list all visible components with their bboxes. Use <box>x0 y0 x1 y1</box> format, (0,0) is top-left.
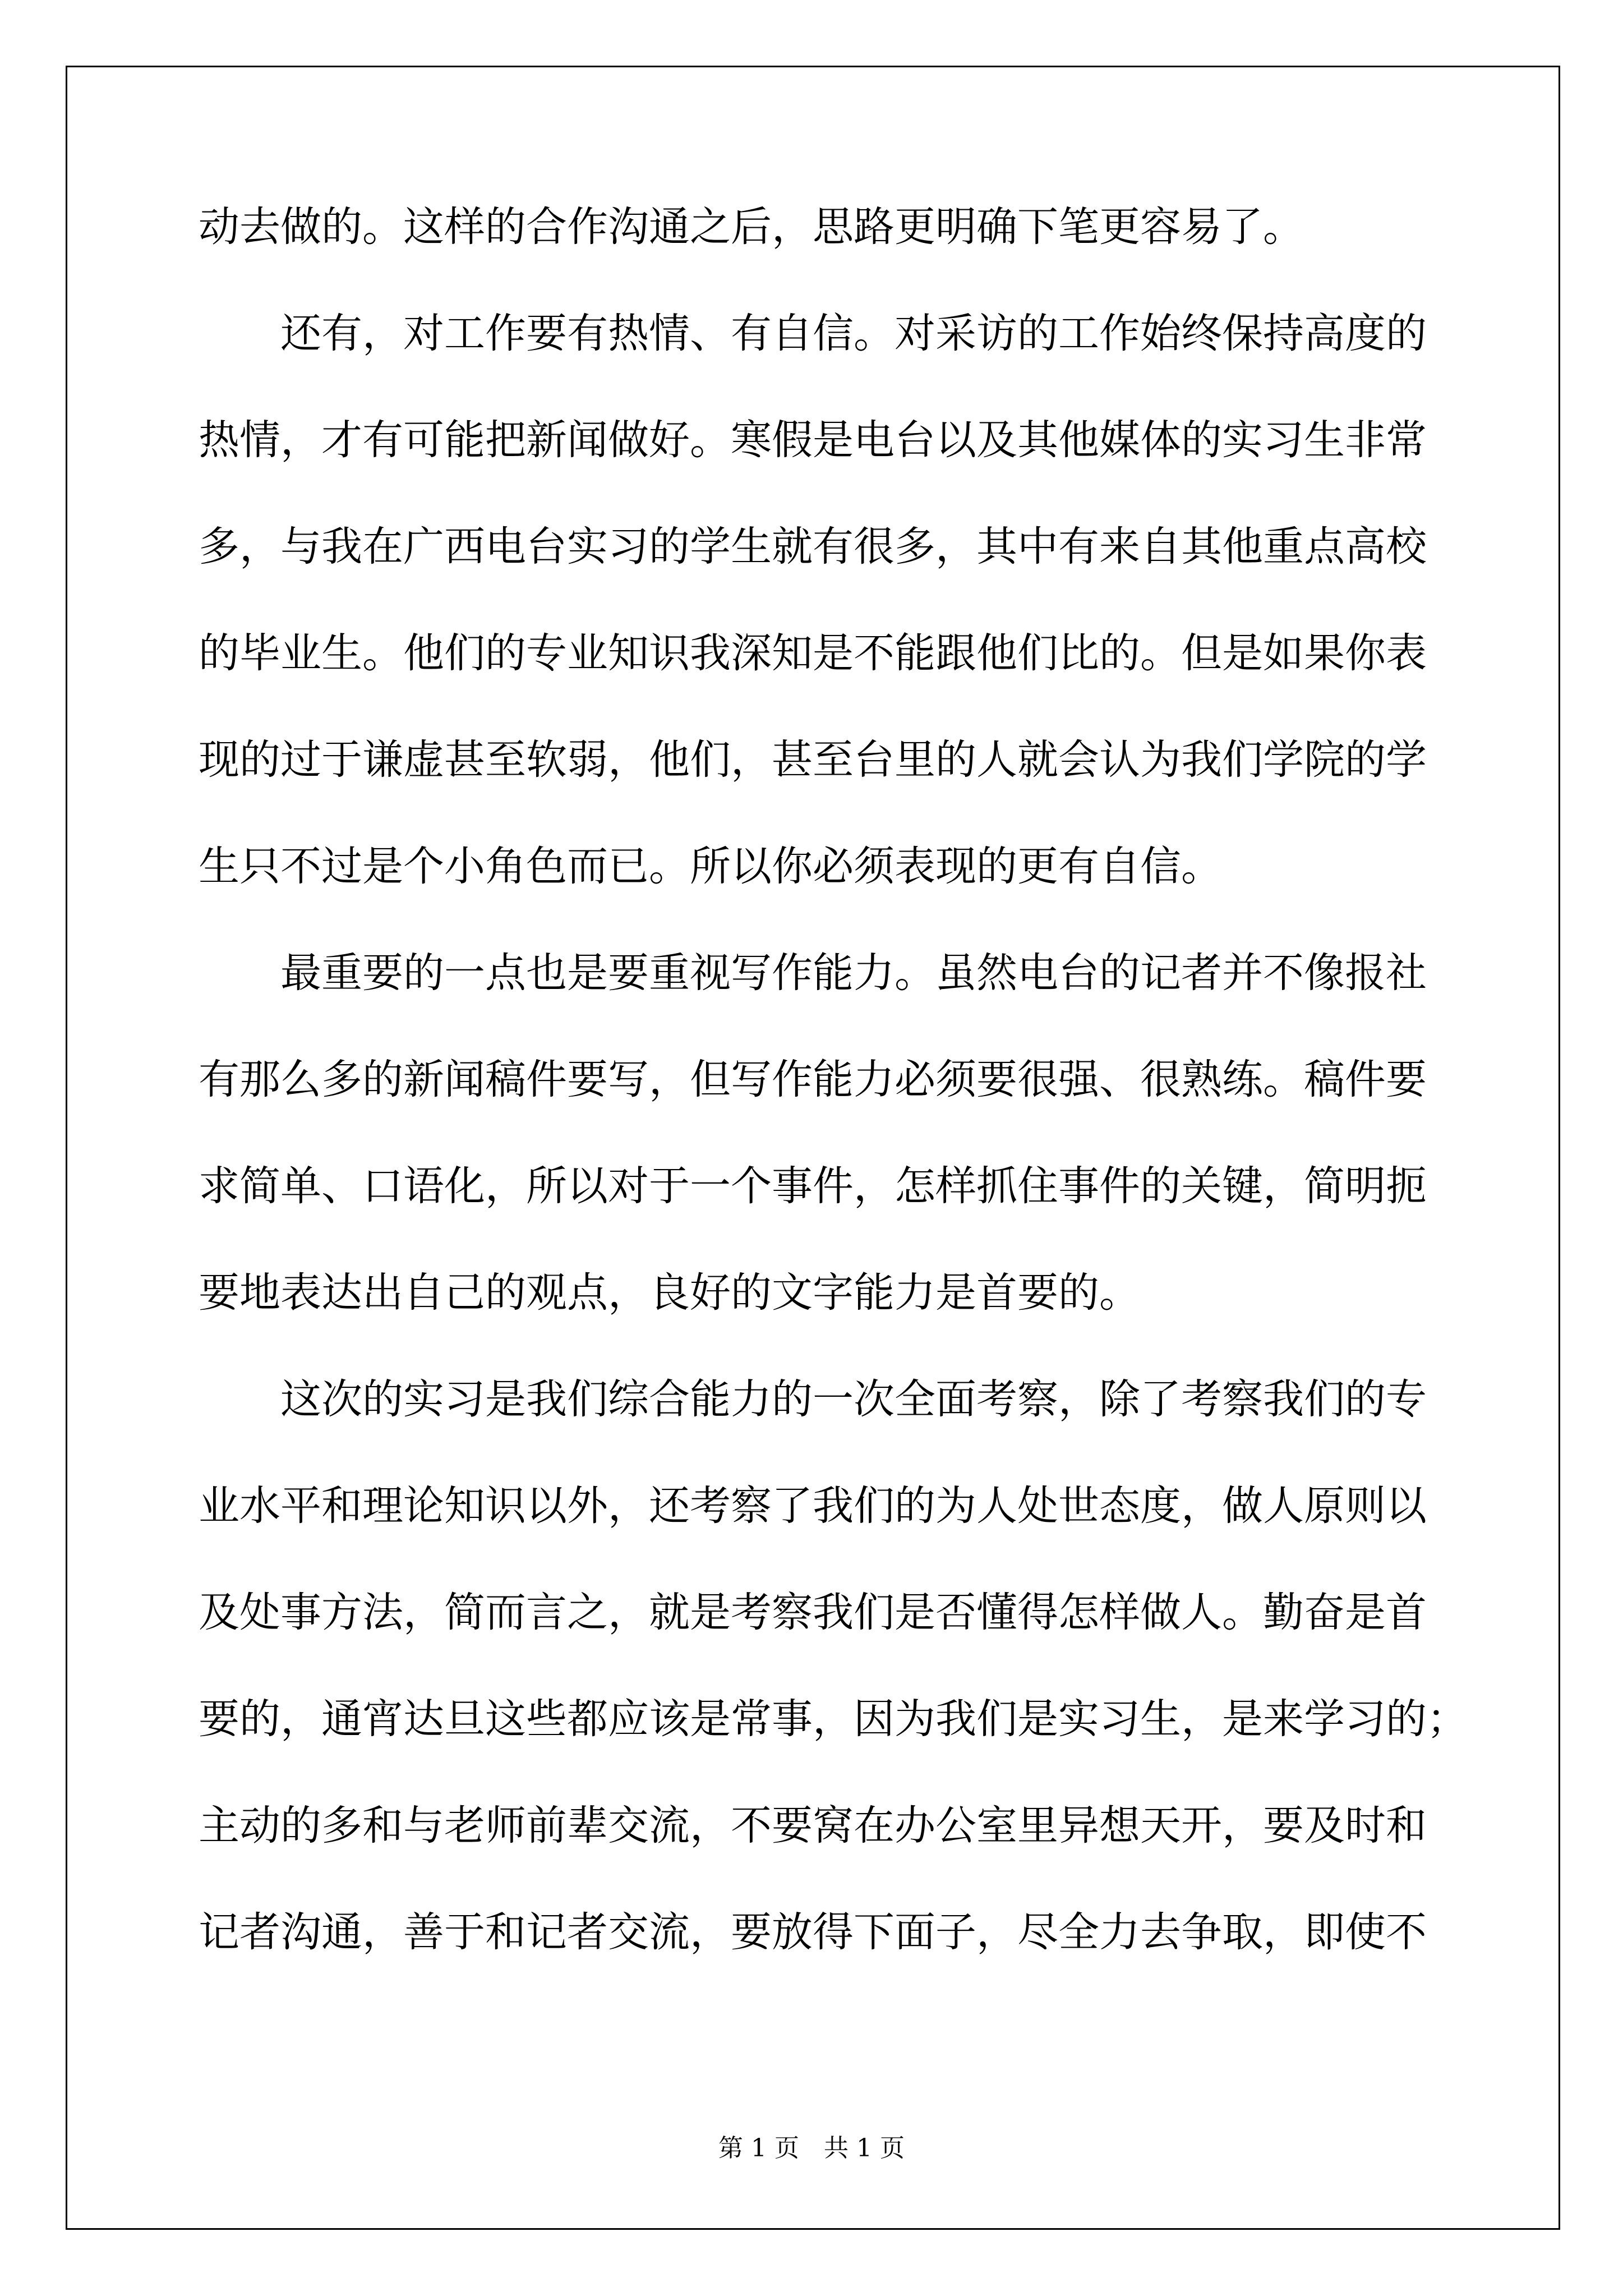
text-line: 有那么多的新闻稿件要写，但写作能力必须要很强、很熟练。稿件要 <box>199 1056 1427 1103</box>
text-line: 现的过于谦虚甚至软弱，他们，甚至台里的人就会认为我们学院的学 <box>199 736 1427 784</box>
text-line: 生只不过是个小角色而已。所以你必须表现的更有自信。 <box>199 843 1222 890</box>
text-line: 及处事方法，简而言之，就是考察我们是否懂得怎样做人。勤奋是首 <box>199 1589 1427 1636</box>
text-line: 要的，通宵达旦这些都应该是常事，因为我们是实习生，是来学习的； <box>199 1695 1468 1743</box>
text-line: 动去做的。这样的合作沟通之后，思路更明确下笔更容易了。 <box>199 203 1304 251</box>
text-line: 主动的多和与老师前辈交流，不要窝在办公室里异想天开，要及时和 <box>199 1802 1427 1849</box>
text-line: 的毕业生。他们的专业知识我深知是不能跟他们比的。但是如果你表 <box>199 629 1427 677</box>
text-line: 记者沟通，善于和记者交流，要放得下面子，尽全力去争取，即使不 <box>199 1908 1427 1956</box>
text-line: 多，与我在广西电台实习的学生就有很多，其中有来自其他重点高校 <box>199 523 1427 570</box>
paragraph-start-line: 最重要的一点也是要重视写作能力。虽然电台的记者并不像报社 <box>280 949 1427 997</box>
text-line: 业水平和理论知识以外，还考察了我们的为人处世态度，做人原则以 <box>199 1482 1427 1530</box>
page-footer: 第 1 页 共 1 页 <box>718 2134 905 2162</box>
text-line: 要地表达出自己的观点，良好的文字能力是首要的。 <box>199 1269 1140 1317</box>
paragraph-start-line: 还有，对工作要有热情、有自信。对采访的工作始终保持高度的 <box>280 310 1427 357</box>
text-line: 热情，才有可能把新闻做好。寒假是电台以及其他媒体的实习生非常 <box>199 416 1427 464</box>
page-border <box>66 66 1560 2230</box>
paragraph-start-line: 这次的实习是我们综合能力的一次全面考察，除了考察我们的专 <box>280 1375 1427 1423</box>
text-line: 求简单、口语化，所以对于一个事件，怎样抓住事件的关键，简明扼 <box>199 1162 1427 1210</box>
